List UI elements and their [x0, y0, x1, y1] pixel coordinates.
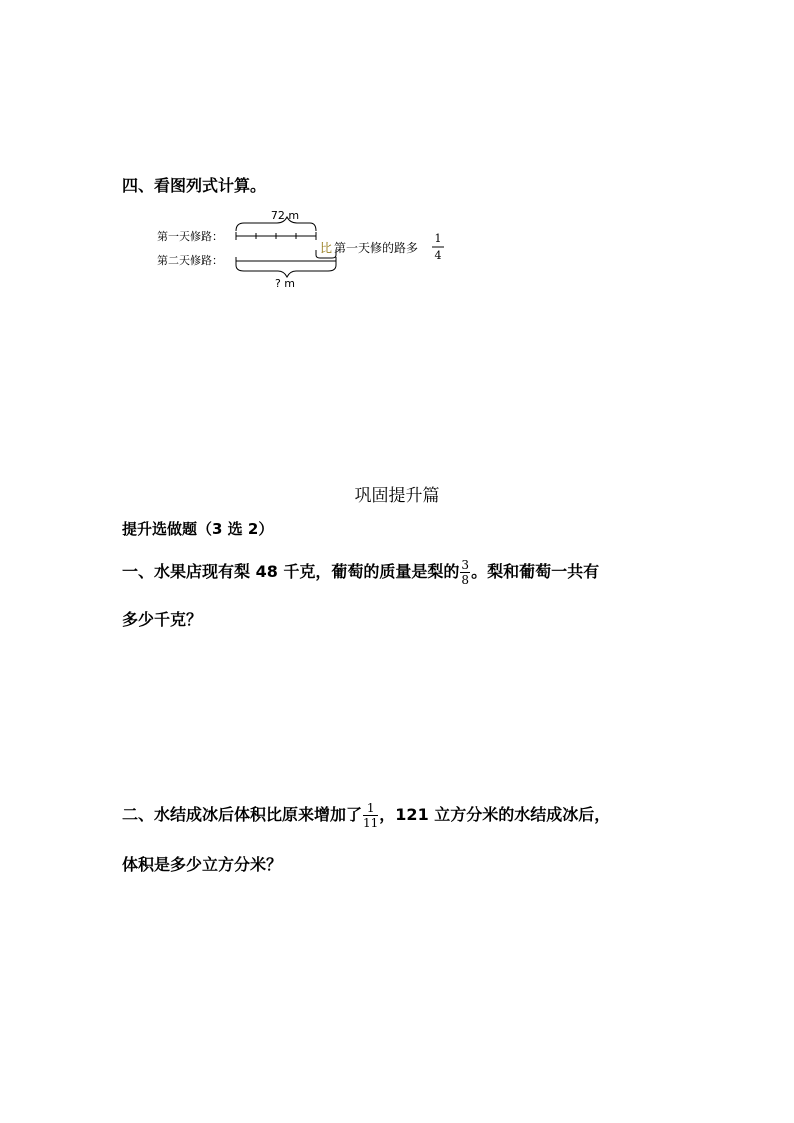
segment-diagram	[150, 205, 460, 295]
compare-fraction-num: 1	[434, 232, 442, 245]
compare-text: 第一天修的路多	[334, 241, 419, 255]
question-1-line1	[122, 552, 599, 592]
question-2-prefix: 二、水结成冰后体积比原来增加了	[122, 805, 363, 824]
compare-bi: 比	[320, 241, 333, 255]
fraction-numerator: 3	[461, 558, 470, 572]
consolidation-subtitle: 提升选做题（3 选 2）	[122, 520, 274, 538]
compare-fraction-den: 4	[434, 249, 442, 262]
top-length-label: 72 m	[270, 209, 300, 222]
bottom-brace	[236, 265, 336, 277]
bottom-length-label: ? m	[274, 277, 296, 290]
question-1-fraction	[460, 559, 470, 586]
question-2-fraction	[363, 802, 378, 829]
consolidation-title: 巩固提升篇	[354, 486, 440, 506]
day2-label: 第二天修路：	[157, 254, 223, 267]
segment-diagram-svg	[150, 205, 460, 295]
fraction-denominator: 8	[461, 573, 470, 587]
question-2-line1	[122, 793, 610, 837]
question-2-line2: 体积是多少立方分米？	[122, 855, 283, 874]
question-1-suffix: 。梨和葡萄一共有	[471, 562, 600, 581]
question-1-line2: 多少千克？	[122, 610, 203, 629]
question-2-suffix: ，121 立方分米的水结成冰后，	[379, 805, 611, 824]
fraction-numerator: 1	[363, 802, 378, 816]
day1-label: 第一天修路：	[157, 230, 223, 243]
section4-heading: 四、看图列式计算。	[122, 176, 267, 195]
question-1-prefix: 一、水果店现有梨 48 千克，葡萄的质量是梨的	[122, 562, 460, 581]
fraction-denominator: 11	[363, 816, 379, 830]
